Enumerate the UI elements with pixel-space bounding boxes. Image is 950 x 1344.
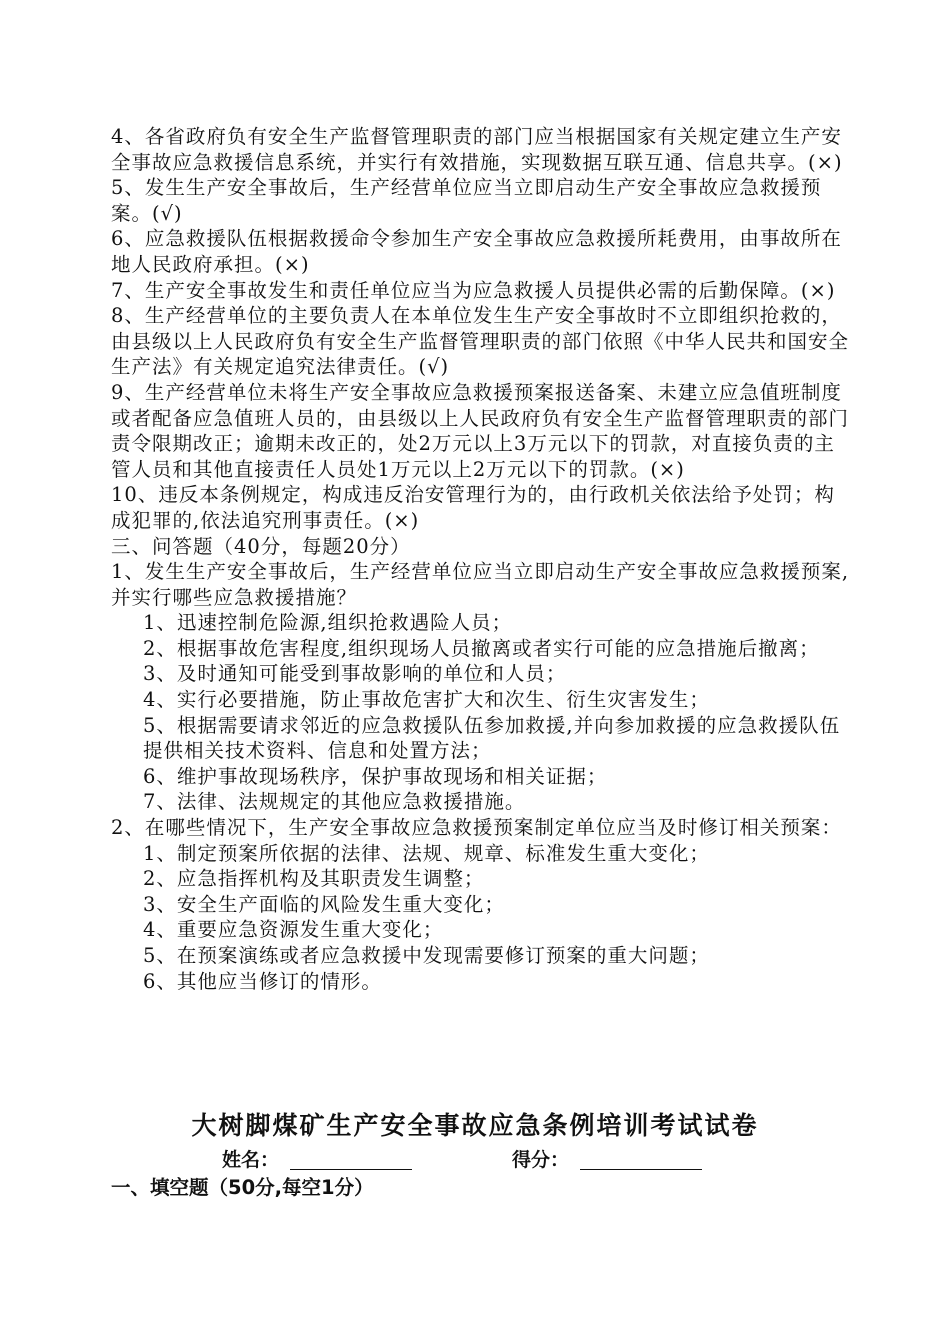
judgement-item: 9、生产经营单位未将生产安全事故应急救援预案报送备案、未建立应急值班制度或者配备应急值班人员的，由县级以上人民政府负有安全生产监督管理职责的部门责令限期改正；逾期未改正的，处2万元以上3万元以下的罚款，对直接负责的主管人员和其他直接责任人员处1万元以上2万元以下的罚款。(×) [111, 380, 850, 481]
judgement-item: 5、发生生产安全事故后，生产经营单位应当立即启动生产安全事故应急救援预案。(√) [111, 176, 822, 225]
exam-info-row [0, 1145, 950, 1173]
answer-item: 3、安全生产面临的风险发生重大变化； [143, 892, 505, 916]
judgement-item: 7、生产安全事故发生和责任单位应当为应急救援人员提供必需的后勤保障。(×) [111, 278, 836, 302]
name-blank[interactable] [290, 1169, 412, 1170]
answer-item: 6、其他应当修订的情形。 [143, 969, 382, 993]
answer-item: 2、根据事故危害程度,组织现场人员撤离或者实行可能的应急措施后撤离； [143, 636, 820, 660]
name-label: 姓名： [222, 1149, 280, 1171]
judgement-item: 6、应急救援队伍根据救援命令参加生产安全事故应急救援所耗费用，由事故所在地人民政府承担。(×) [111, 227, 842, 276]
question-2: 2、在哪些情况下，生产安全事故应急救援预案制定单位应当及时修订相关预案： [111, 816, 842, 840]
exam-title: 大树脚煤矿生产安全事故应急条例培训考试试卷 [191, 1111, 759, 1140]
question-1: 1、发生生产安全事故后，生产经营单位应当立即启动生产安全事故应急救援预案,并实行哪些应急救援措施？ [111, 560, 850, 609]
document-body [111, 124, 851, 994]
judgement-item: 10、违反本条例规定，构成违反治安管理行为的，由行政机关依法给予处罚；构成犯罪的,依法追究刑事责任。(×) [111, 483, 835, 532]
answer-item: 4、重要应急资源发生重大变化； [143, 918, 444, 942]
score-label: 得分： [512, 1149, 570, 1171]
answer-item: 1、迅速控制危险源,组织抢救遇险人员； [143, 611, 513, 635]
answer-item: 2、应急指挥机构及其职责发生调整； [143, 867, 485, 891]
answer-item: 4、实行必要措施，防止事故危害扩大和次生、衍生灾害发生； [143, 688, 710, 712]
answer-item: 7、法律、法规规定的其他应急救援措施。 [143, 790, 526, 814]
section3-heading: 三、问答题（40分，每题20分） [111, 534, 411, 558]
section1-heading: 一、填空题（50分,每空1分） [111, 1176, 374, 1199]
judgement-item: 8、生产经营单位的主要负责人在本单位发生生产安全事故时不立即组织抢救的，由县级以上人民政府负有安全生产监督管理职责的部门依照《中华人民共和国安全生产法》有关规定追究法律责任。(√) [111, 304, 850, 379]
score-blank[interactable] [580, 1169, 702, 1170]
answer-item: 6、维护事故现场秩序，保护事故现场和相关证据； [143, 764, 608, 788]
judgement-item: 4、各省政府负有安全生产监督管理职责的部门应当根据国家有关规定建立生产安全事故应急救援信息系统，并实行有效措施，实现数据互联互通、信息共享。(×) [111, 125, 843, 174]
answer-item: 5、在预案演练或者应急救援中发现需要修订预案的重大问题； [143, 944, 710, 967]
answer-item: 1、制定预案所依据的法律、法规、规章、标准发生重大变化； [143, 841, 710, 865]
answer-item: 5、根据需要请求邻近的应急救援队伍参加救援,并向参加救援的应急救援队伍提供相关技术资料、信息和处置方法； [143, 713, 841, 763]
answer-item: 3、及时通知可能受到事故影响的单位和人员； [143, 662, 567, 686]
